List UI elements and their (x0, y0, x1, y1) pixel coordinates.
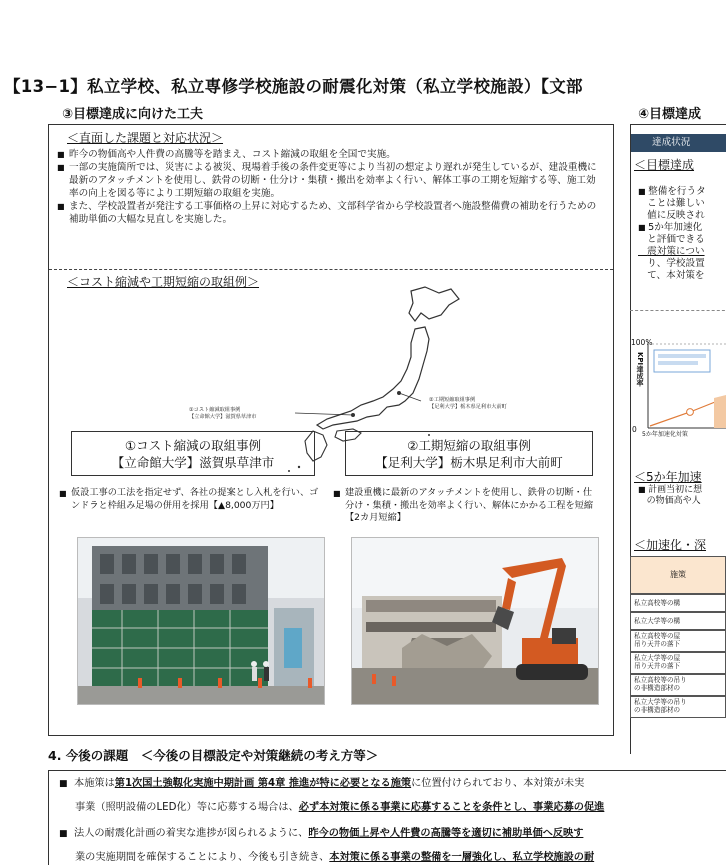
section-heading-achievement: ④目標達成 (638, 107, 702, 122)
measures-box (48, 124, 614, 736)
chart-separator (630, 310, 726, 312)
acceleration-subheading: ＜5か年加速 (634, 470, 702, 484)
map-label-cost: ①コスト縮減取組事例 【立命館大学】滋賀県草津市 (189, 407, 257, 420)
case-box-cost (71, 431, 315, 476)
map-label-schedule: ②工期短縮取組事例 【足利大学】栃木県足利市大前町 (429, 397, 507, 410)
examples-subheading: ＜コスト縮減や工期短縮の取組例＞ (67, 275, 260, 289)
section-heading-measures: ③目標達成に向けた工夫 (62, 107, 204, 122)
photo-scaffolding-building (77, 537, 325, 705)
future-issues-line: 事業（照明設備のLED化）等に応募する場合は、必ず本対策に係る事業に応募することを条件とし、事業応募の促進 (75, 802, 605, 813)
bullet-item: ■ 一部の実施箇所では、災害による被災、現場着手後の条件変更等により当初の想定より遅れが発生しているが、建設重機に最新のアタッチメントを使用し、鉄骨の切断・仕分け・集積・搬出を効率よく行い、解体工事の工期を短縮する等、施工効率の向上を図る等により工期短縮の取組を実施。 (57, 162, 597, 199)
case-place: 【足利大学】栃木県足利市大前町 (375, 455, 563, 470)
table-row: 私立大学等の構 (630, 612, 726, 630)
page-title: 【13−1】私立学校、私立専修学校施設の耐震化対策（私立学校施設）【文部 (4, 77, 583, 96)
acceleration-text: ■ 計画当初に想 の物価高や人 (638, 485, 703, 506)
table-row: 私立高校等の吊り の非構造部材の (630, 674, 726, 696)
future-issues-line: 業の実施期間を確保することにより、今後も引き続き、本対策に係る事業の整備を一層強化し、私立学校施設の耐 (75, 852, 595, 863)
table-row: 私立大学等の屋 吊り天井の落下 (630, 652, 726, 674)
photo-demolition-excavator (351, 537, 599, 705)
bullet-item: ■ また、学校設置者が発注する工事価格の上昇に対応するため、文部科学省から学校設置者へ施設整備費の補助を行うための補助単価の大幅な見直しを実施した。 (57, 201, 597, 225)
chart-x-label: 5か年加速化対策 (642, 431, 688, 438)
bullet-marker: ■ (57, 163, 65, 172)
future-issues-line: ■ 本施策は第1次国土強靱化実施中期計画 第4章 推進が特に必要となる施策に位置付けられており、本対策が未実 (59, 778, 585, 789)
achievement-subheading: ＜目標達成 (634, 158, 695, 172)
future-issues-heading: 4. 今後の課題 ＜今後の目標設定や対策継続の考え方等＞ (48, 748, 379, 763)
measures-table (630, 556, 726, 718)
issues-bullet-list (57, 148, 597, 226)
case-title: ②工期短縮の取組事例 (407, 438, 531, 453)
section-divider (49, 269, 613, 270)
table-row: 私立高校等の構 (630, 594, 726, 612)
status-tab: 達成状況 (630, 134, 726, 152)
issues-subheading: ＜直面した課題と対応状況＞ (67, 131, 224, 145)
table-header: 施策 (630, 556, 726, 594)
case-title: ①コスト縮減の取組事例 (124, 438, 262, 453)
case-desc-cost: ■ 仮設工事の工法を指定せず、各社の提案とし入札を行い、ゴンドラと枠組み足場の併用を採用【▲8,000万円】 (59, 487, 319, 511)
deepening-subheading: ＜加速化・深 (634, 538, 707, 552)
table-row: 私立大学等の吊り の非構造部材の (630, 696, 726, 718)
bullet-item: ■ 昨今の物価高や人件費の高騰等を踏まえ、コスト縮減の取組を全国で実施。 (57, 149, 396, 160)
kpi-chart (630, 336, 726, 440)
future-issues-line: ■ 法人の耐震化計画の着実な進捗が図られるように、昨今の物価上昇や人件費の高騰等を適切に補助単価へ反映す (59, 828, 584, 839)
bullet-marker: ■ (57, 150, 65, 159)
case-desc-schedule: ■ 建設重機に最新のアタッチメントを使用し、鉄骨の切断・仕分け・集積・搬出を効率よく行い、解体にかかる工程を短縮【2カ月短縮】 (333, 487, 594, 523)
achievement-text: ■ 整備を行うタ ことは難しい 値に反映され ■ 5か年加速化 と評価できる 震対策につい り、学校設置 て、本対策を (638, 186, 706, 281)
chart-y-top: 100% (631, 338, 653, 347)
case-place: 【立命館大学】滋賀県草津市 (111, 455, 275, 470)
chart-zero: 0 (632, 425, 637, 434)
bullet-marker: ■ (57, 202, 65, 211)
chart-y-label: KPI達成率 (636, 352, 644, 387)
case-box-schedule (345, 431, 593, 476)
future-issues-box (48, 770, 726, 865)
table-row: 私立高校等の屋 吊り天井の落下 (630, 630, 726, 652)
